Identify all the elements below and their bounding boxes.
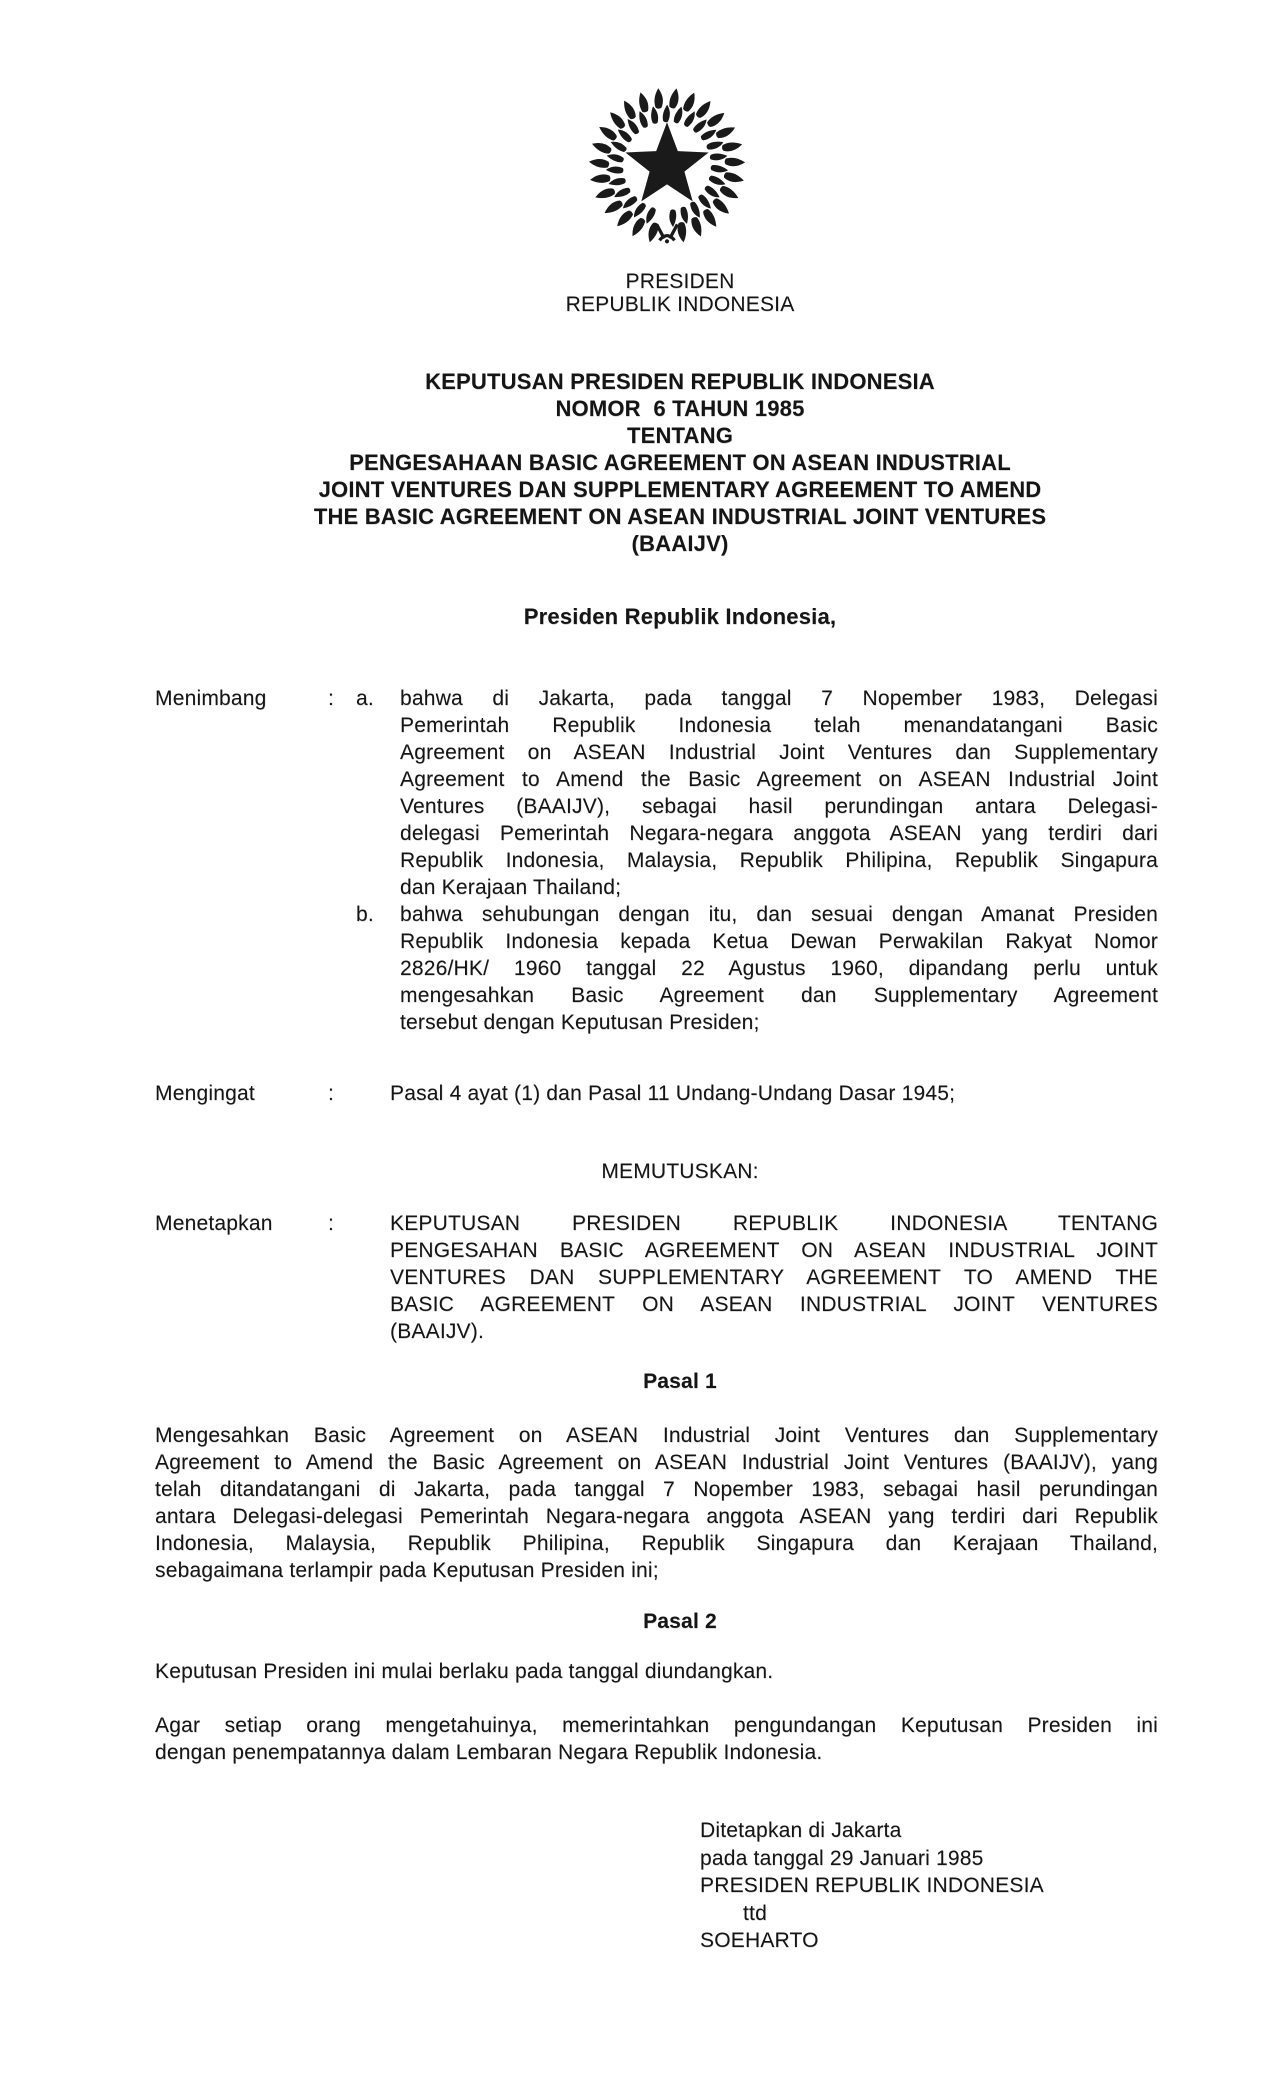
decree-title (155, 368, 1205, 557)
menimbang-item-b (356, 901, 1158, 1036)
pasal-2-heading: Pasal 2 (643, 1610, 717, 1633)
text-line: Agreement to Amend the Basic Agreement on ASEAN Industrial Joint Ventures (BAAIJV), yang (155, 1451, 1158, 1474)
text-line: KEPUTUSAN PRESIDEN REPUBLIK INDONESIA (425, 369, 935, 394)
menetapkan-text (390, 1210, 1158, 1345)
star-icon (625, 122, 708, 201)
text-line: (BAAIJV). (390, 1320, 484, 1343)
text-line: Agreement on ASEAN Industrial Joint Ventures dan Supplementary (400, 741, 1158, 764)
text-line: 2826/HK/ 1960 tanggal 22 Agustus 1960, dipandang perlu untuk (400, 957, 1158, 980)
text-line: Pemerintah Republik Indonesia telah menandatangani Basic (400, 714, 1158, 737)
menimbang-item-a (356, 685, 1158, 901)
menimbang-section (155, 685, 1158, 1036)
text-line: telah ditandatangani di Jakarta, pada tanggal 7 Nopember 1983, sebagai hasil perundingan (155, 1478, 1158, 1501)
text-line: VENTURES DAN SUPPLEMENTARY AGREEMENT TO AMEND THE (390, 1266, 1158, 1289)
mengingat-text: Pasal 4 ayat (1) dan Pasal 11 Undang-Undang Dasar 1945; (390, 1082, 956, 1105)
item-marker-b: b. (356, 903, 374, 926)
menimbang-label: Menimbang (155, 687, 267, 710)
menimbang-item-a-text (400, 685, 1158, 901)
letterhead (155, 270, 1205, 316)
mengingat-colon: : (328, 1082, 335, 1105)
text-line: Indonesia, Malaysia, Republik Philipina, Republik Singapura dan Kerajaan Thailand, (155, 1532, 1158, 1555)
text-line: dan Kerajaan Thailand; (400, 876, 622, 899)
closing-paragraph (155, 1712, 1158, 1766)
signature-ttd: ttd (743, 1901, 767, 1925)
text-line: Mengesahkan Basic Agreement on ASEAN Industrial Joint Ventures dan Supplementary (155, 1424, 1158, 1447)
text-line: JOINT VENTURES DAN SUPPLEMENTARY AGREEMENT TO AMEND (318, 477, 1042, 502)
text-line: bahwa di Jakarta, pada tanggal 7 Nopember 1983, Delegasi (400, 687, 1158, 710)
menimbang-items (356, 685, 1158, 1036)
text-line: Ventures (BAAIJV), sebagai hasil perundingan antara Delegasi- (400, 795, 1158, 818)
menetapkan-colon: : (328, 1212, 335, 1235)
text-line: antara Delegasi-delegasi Pemerintah Negara-negara anggota ASEAN yang terdiri dari Republik (155, 1505, 1158, 1528)
mengingat-section (155, 1080, 1158, 1107)
text-line: PENGESAHAN BASIC AGREEMENT ON ASEAN INDUSTRIAL JOINT (390, 1239, 1158, 1262)
memutuskan-heading: MEMUTUSKAN: (601, 1160, 759, 1183)
signature-block (700, 1817, 1044, 1955)
text-line: sebagaimana terlampir pada Keputusan Presiden ini; (155, 1559, 659, 1582)
presidential-emblem (587, 86, 747, 246)
text-line: Republik Indonesia, Malaysia, Republik Philipina, Republik Singapura (400, 849, 1158, 872)
text-line: TENTANG (626, 423, 734, 448)
text-line: dengan penempatannya dalam Lembaran Negara Republik Indonesia. (155, 1741, 823, 1764)
ribbon-ornament-icon (657, 224, 678, 243)
letterhead-line-presiden: PRESIDEN (625, 270, 735, 293)
text-line: tersebut dengan Keputusan Presiden; (400, 1011, 760, 1034)
text-line: Agreement to Amend the Basic Agreement on ASEAN Industrial Joint (400, 768, 1158, 791)
signature-office: PRESIDEN REPUBLIK INDONESIA (700, 1874, 1044, 1897)
letterhead-line-republik-indonesia: REPUBLIK INDONESIA (565, 293, 795, 316)
signature-place: Ditetapkan di Jakarta (700, 1819, 902, 1842)
text-line: PENGESAHAAN BASIC AGREEMENT ON ASEAN INDUSTRIAL (349, 450, 1011, 475)
menetapkan-section (155, 1210, 1158, 1345)
text-line: NOMOR 6 TAHUN 1985 (555, 396, 805, 421)
pasal-1-heading: Pasal 1 (643, 1370, 717, 1393)
menimbang-colon: : (328, 687, 335, 710)
star-wreath-emblem-graphic (587, 86, 747, 246)
menetapkan-label: Menetapkan (155, 1212, 273, 1235)
text-line: mengesahkan Basic Agreement dan Supplementary Agreement (400, 984, 1158, 1007)
salutation: Presiden Republik Indonesia, (523, 604, 837, 629)
text-line: KEPUTUSAN PRESIDEN REPUBLIK INDONESIA TENTANG (390, 1212, 1158, 1235)
text-line: Republik Indonesia kepada Ketua Dewan Perwakilan Rakyat Nomor (400, 930, 1158, 953)
text-line: Agar setiap orang mengetahuinya, memerintahkan pengundangan Keputusan Presiden ini (155, 1714, 1158, 1737)
text-line: delegasi Pemerintah Negara-negara anggota ASEAN yang terdiri dari (400, 822, 1158, 845)
text-line: THE BASIC AGREEMENT ON ASEAN INDUSTRIAL JOINT VENTURES (313, 504, 1047, 529)
mengingat-label: Mengingat (155, 1082, 255, 1105)
pasal-2-body: Keputusan Presiden ini mulai berlaku pada tanggal diundangkan. (155, 1660, 774, 1683)
pasal-1-body (155, 1422, 1158, 1584)
signature-date: pada tanggal 29 Januari 1985 (700, 1846, 984, 1870)
item-marker-a: a. (356, 687, 374, 710)
text-line: BASIC AGREEMENT ON ASEAN INDUSTRIAL JOINT VENTURES (390, 1293, 1158, 1316)
menimbang-item-b-text (400, 901, 1158, 1036)
text-line: bahwa sehubungan dengan itu, dan sesuai dengan Amanat Presiden (400, 903, 1158, 926)
signature-name: SOEHARTO (700, 1929, 819, 1952)
text-line: (BAAIJV) (631, 531, 729, 556)
